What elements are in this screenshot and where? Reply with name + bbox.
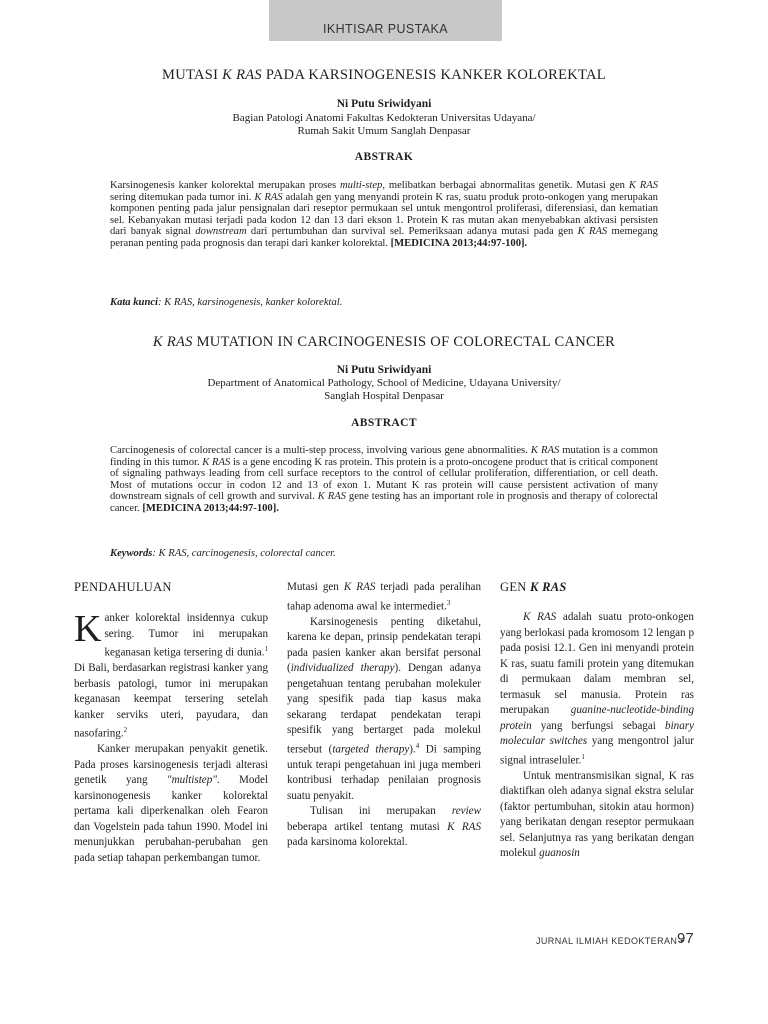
text-em: "multistep" xyxy=(166,774,217,787)
section-label: IKHTISAR PUSTAKA xyxy=(323,22,448,36)
column-3 xyxy=(500,610,694,862)
journal-footer: JURNAL ILMIAH KEDOKTERAN • xyxy=(536,936,684,946)
affiliation-en xyxy=(100,377,668,403)
paragraph xyxy=(287,804,481,851)
title-text-rest: PADA KARSINOGENESIS KANKER KOLOREKTAL xyxy=(261,67,606,83)
abstract-heading-id: ABSTRAK xyxy=(354,151,414,163)
title-text: MUTASI xyxy=(162,67,223,83)
author-name-en: Ni Putu Sriwidyani xyxy=(336,364,432,376)
text: yang berfungsi sebagai xyxy=(531,719,666,732)
abstract-text: gene testing has an important role in prognosis and therapy of colorectal cancer. xyxy=(110,491,658,514)
heading-text: GEN xyxy=(500,580,531,594)
keywords-label: Kata kunci xyxy=(110,297,158,308)
text: beberapa artikel tentang mutasi xyxy=(287,820,448,833)
section-heading-gen-kras xyxy=(500,580,567,595)
abstract-em: K RAS xyxy=(577,226,608,238)
abstract-text: adalah gen yang menyandi protein K ras, suatu produk proto-onkogen yang merupakan komponen penting pada jalur pensignalan dari reseptor permukaan sel untuk mengontrol proliferasi, diferensiasi, dan kematian sel. Kebanyakan mutasi terjadi pada kodon 12 dan 13 dari ekson 1. Protein K ras mutan akan menyebabkan aktivasi persisten dari banyak signal xyxy=(110,191,658,238)
affiliation-line-2: Sanglah Hospital Denpasar xyxy=(324,390,444,402)
keywords-en xyxy=(110,548,658,560)
keywords-text: : K RAS, karsinogenesis, kanker kolorektal. xyxy=(157,297,343,308)
abstract-text: memegang peranan penting pada prognosis dan terapi dari kanker kolorektal. xyxy=(110,226,658,249)
text-em: targeted therapy xyxy=(332,743,410,756)
text: Karsinogenesis penting diketahui, karena ke depan, prinsip pendekatan terapi pada pasien kanker akan bersifat personal ( xyxy=(287,615,481,675)
affiliation-line-2: Rumah Sakit Umum Sanglah Denpasar xyxy=(297,125,471,137)
heading-em: K RAS xyxy=(530,580,567,594)
abstract-em: K RAS xyxy=(254,191,283,203)
abstract-text: sering ditemukan pada tumor ini. xyxy=(110,191,255,203)
text: Tulisan ini merupakan xyxy=(310,805,452,818)
keywords-text: : K RAS, carcinogenesis, colorectal cancer. xyxy=(152,548,336,559)
abstract-text: , melibatkan berbagai abnormalitas genetik. Mutasi gen xyxy=(382,180,629,191)
column-1 xyxy=(74,608,269,866)
reference-sup: 2 xyxy=(123,726,128,735)
text: yang mengontrol jalur signal intraseluler. xyxy=(500,735,694,767)
abstract-text: is a gene encoding K ras protein. This protein is a proto-oncogene product that is critical component of signaling pathways leading from cell surface receptors to the control of cellular proliferation, differentiation, or cell death. Most of mutations occur in codon 12 and 13 of exon 1. Mutant K ras protein will cause persistent activation of many downstream signals of cell growth and survival. xyxy=(110,456,658,503)
column-2 xyxy=(287,580,481,851)
abstract-em: K RAS xyxy=(628,180,658,191)
title-text: MUTATION IN CARCINOGENESIS OF COLORECTAL CANCER xyxy=(192,334,616,350)
affiliation-line-1: Department of Anatomical Pathology, School of Medicine, Udayana University/ xyxy=(207,377,561,389)
section-header-box xyxy=(269,0,502,41)
author-name-id: Ni Putu Sriwidyani xyxy=(336,98,432,110)
text-em: K RAS xyxy=(343,581,376,593)
reference-sup: 1 xyxy=(581,752,585,761)
text-em: K RAS xyxy=(447,820,481,833)
text: pada karsinoma kolorektal. xyxy=(287,836,408,849)
abstract-text: Carcinogenesis of colorectal cancer is a multi-step process, involving various gene abnormalities. xyxy=(110,445,531,456)
text: Di samping untuk terapi pengetahuan ini juga memberi kontribusi terhadap penilaian prognosis suatu penyakit. xyxy=(287,743,481,802)
page-number: 97 xyxy=(677,930,694,947)
affiliation-id xyxy=(100,112,668,138)
abstract-em: multi-step xyxy=(339,180,383,191)
reference-sup: 3 xyxy=(446,598,451,607)
abstract-text: dari pertumbuhan dan survival sel. Pemeriksaan adanya mutasi pada gen xyxy=(246,226,578,238)
text: Mutasi gen xyxy=(287,581,344,593)
abstract-em: K RAS xyxy=(202,456,231,468)
text: anker kolorektal insidennya cukup sering. Tumor ini merupakan keganasan ketiga tersering di dunia. xyxy=(104,612,268,659)
abstract-text: Karsinogenesis kanker kolorektal merupakan proses xyxy=(110,180,340,191)
text: . Model karsinonogenesis kanker kolorektal pertama kali diperkenalkan oleh Fearon dan Vogelstein pada tahun 1990. Model ini menunjukkan perubahan-perubahan gen pada setiap tahapan perkembangan tumor. xyxy=(74,774,269,864)
text-em: guanosin xyxy=(539,847,580,860)
abstract-em: downstream xyxy=(195,226,247,238)
title-gene: K RAS xyxy=(222,67,262,83)
article-title-id xyxy=(60,67,708,84)
citation: [MEDICINA 2013;44:97-100]. xyxy=(142,502,279,514)
paragraph xyxy=(74,608,268,742)
text: Untuk mentransmisikan signal, K ras diaktifkan oleh adanya signal ekstra selular (faktor pertumbuhan, sitokin atau hormon) yang berikatan dengan reseptor permukaan sel. Selanjutnya ras yang berikatan dengan molekul xyxy=(500,769,694,860)
section-heading-pendahuluan: PENDAHULUAN xyxy=(74,580,172,594)
keywords-id xyxy=(110,297,658,309)
text-em: individualized therapy xyxy=(290,662,395,675)
citation: [MEDICINA 2013;44:97-100]. xyxy=(390,237,528,249)
keywords-label: Keywords xyxy=(110,548,153,559)
text-em: binary molecular switches xyxy=(500,719,694,747)
paragraph xyxy=(287,615,481,805)
paragraph xyxy=(500,769,694,862)
text: ). xyxy=(409,743,416,756)
affiliation-line-1: Bagian Patologi Anatomi Fakultas Kedokteran Universitas Udayana/ xyxy=(232,112,536,124)
text-em: guanine-nucleotide-binding protein xyxy=(500,704,694,732)
paragraph xyxy=(287,580,481,615)
text: Di Bali, berdasarkan registrasi kanker yang berbasis patologi, tumor ini merupakan keganasan keempat tersering setelah kanker serviks uteri, payudara, dan nasofaring. xyxy=(74,662,268,740)
article-title-en xyxy=(60,334,708,351)
abstract-em: K RAS xyxy=(530,445,560,456)
title-gene: K RAS xyxy=(152,334,193,350)
abstract-em: K RAS xyxy=(317,491,346,503)
text-em: K RAS xyxy=(523,611,557,623)
text: ). Dengan adanya pengetahuan tentang perubahan molekuler yang spesifik pada tiap kasus maka sekarang terdapat pendekatan terapi spesifik yang bertarget pada molekul tersebut ( xyxy=(287,662,481,756)
text: adalah suatu proto-onkogen yang berlokasi pada kromosom 12 lengan p pada posisi 12.1. Gen ini menyandi protein K ras, suatu famili protein yang ditemukan di permukaan dalam membran sel, termasuk sel manusia. Protein ras merupakan xyxy=(500,611,694,716)
abstract-id xyxy=(110,180,658,250)
text-em: review xyxy=(451,805,481,818)
reference-sup: 4 xyxy=(415,741,420,750)
abstract-heading-en: ABSTRACT xyxy=(351,417,417,429)
paragraph xyxy=(74,742,268,866)
abstract-text: mutation is a common finding in this tumor. xyxy=(110,445,658,468)
reference-sup: 1 xyxy=(264,645,268,653)
abstract-en xyxy=(110,445,658,515)
drop-cap: K xyxy=(74,608,102,650)
paragraph xyxy=(500,610,694,769)
text: Kanker merupakan penyakit genetik. Pada proses karsinogenesis terjadi alterasi genetik yang xyxy=(74,743,268,787)
text: terjadi pada peralihan tahap adenoma awal ke intermediet. xyxy=(287,581,481,613)
